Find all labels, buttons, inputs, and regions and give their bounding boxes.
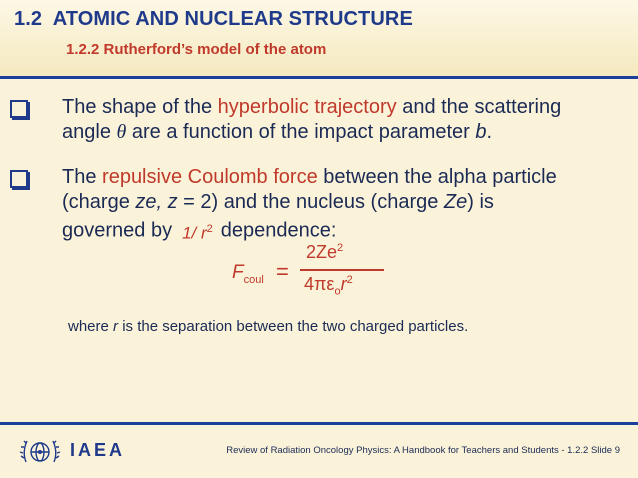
highlight-coulomb-force: repulsive Coulomb force	[102, 166, 318, 188]
highlight-hyperbolic-trajectory: hyperbolic trajectory	[217, 96, 397, 118]
slide-header	[0, 0, 638, 76]
bullet-box-icon	[10, 100, 28, 118]
iaea-logo-icon	[18, 432, 62, 472]
slide-footer	[0, 428, 638, 478]
formula-numerator: 2Ze$^2$	[306, 242, 344, 262]
section-title	[14, 8, 413, 31]
coulomb-force-formula: $F_{coul}$ = $2Ze^2$ $4\pi\varepsilon_or^2$	[232, 244, 382, 304]
header-divider	[0, 76, 638, 79]
theta-symbol: θ	[116, 121, 127, 143]
inverse-square-formula: 1/ $r^2$	[182, 223, 213, 243]
slide-subtitle: 1.2.2 Rutherford’s model of the atom	[66, 41, 327, 58]
footer-divider	[0, 422, 638, 425]
section-number: 1.2	[14, 8, 43, 30]
bullet-2-text: The repulsive Coulomb force between the alpha particle (charge ze, z = 2) and the nucleus (charge Ze) is governed by 1/ $r^2$ dependence:	[62, 165, 622, 244]
footer-citation: Review of Radiation Oncology Physics: A Handbook for Teachers and Students - 1.2.2 Slide 9	[226, 445, 620, 456]
fraction-bar	[300, 269, 384, 271]
bullet-box-icon	[10, 170, 28, 188]
formula-denominator: $4\pi\varepsilon_or^2$	[304, 274, 353, 298]
where-note: where r is the separation between the two charged particles.	[68, 318, 469, 335]
bullet-1-text: The shape of the hyperbolic trajectory and the scattering angle θ are a function of the impact parameter b.	[62, 96, 562, 143]
section-title-text: ATOMIC AND NUCLEAR STRUCTURE	[52, 8, 413, 30]
iaea-logo-text: IAEA	[70, 440, 126, 460]
